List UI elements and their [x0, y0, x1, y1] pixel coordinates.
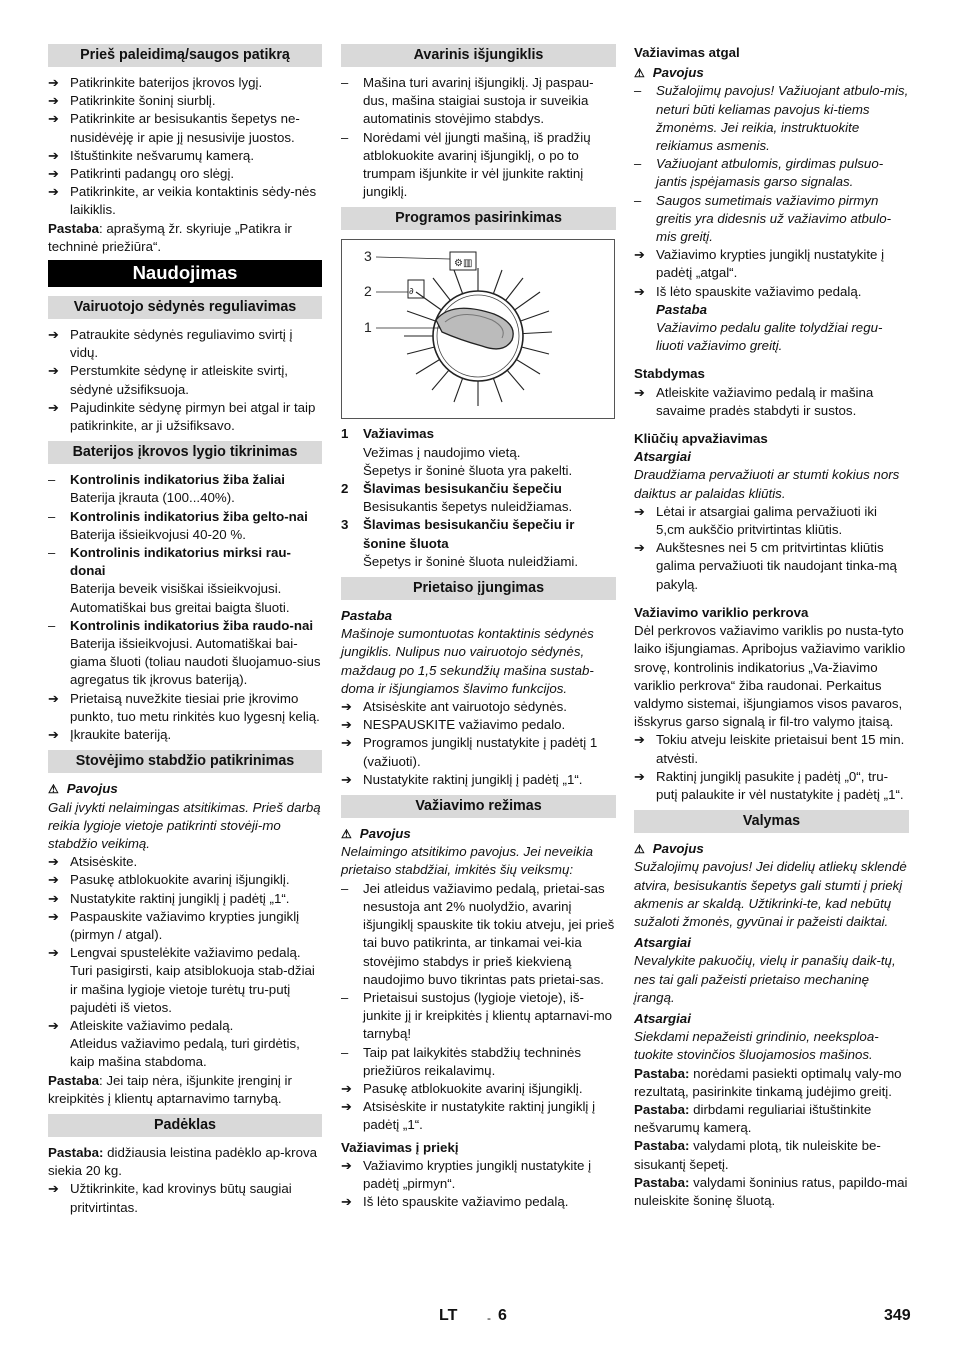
- note-text: Mašinoje sumontuotas kontaktinis sėdynės jungiklis. Nulipus nuo vairuotojo sėdynės, maždaug po 1,5 sekundžių mašina sustab-doma ir išjungiamos šlavimo funkcijos.: [341, 626, 594, 696]
- list-item: ➔ Raktinį jungiklį pasukite į padėtį „0“, tru-putį palaukite ir vėl nustatykite į padėtį „1“.: [634, 768, 904, 802]
- arrow-icon: ➔: [341, 1080, 352, 1096]
- warning-heading: ⚠ Pavojus: [634, 840, 909, 858]
- arrow-icon: ➔: [48, 399, 59, 415]
- subheading-motor-overload: Važiavimo variklio perkrova: [634, 604, 809, 620]
- arrow-icon: ➔: [48, 854, 59, 870]
- legend-line: Šepetys ir šoninė šluota nuleidžiami.: [363, 553, 579, 569]
- section-heading-switch-on: Prietaiso įjungimas: [341, 577, 616, 600]
- list-item: – Kontrolinis indikatorius žiba gelto-nai: [48, 508, 322, 526]
- item-detail: Atleidus važiavimo pedalą, turi girdėtis, kaip mašina stabdoma.: [70, 1036, 300, 1070]
- section-heading-program-selection: Programos pasirinkimas: [341, 207, 616, 230]
- arrow-icon: ➔: [48, 184, 59, 200]
- dash-icon: –: [634, 192, 642, 208]
- arrow-icon: ➔: [341, 1157, 352, 1173]
- list-item: – Prietaisui sustojus (lygioje vietoje), iš-junkite jį ir kreipkitės į klientų aptarnavi-mo tarnybą!: [341, 989, 613, 1042]
- warning-text: Gali įvykti nelaimingas atsitikimas. Prieš darbą reikia lygioje vietoje patikrinti stovėji-mo stabdžio veikimą.: [48, 799, 321, 851]
- column-3: [634, 44, 909, 1210]
- legend-line: Šepetys ir šoninė šluota yra pakelti.: [363, 462, 573, 478]
- program-selector-figure: [341, 239, 615, 419]
- list-item: ➔ Pajudinkite sėdynę pirmyn bei atgal ir taip patikrinkite, ar ji užsifiksavo.: [48, 399, 316, 434]
- column-1: [48, 44, 322, 1217]
- arrow-icon: ➔: [634, 503, 645, 519]
- warning-text: Nelaimingo atsitikimo pavojus. Jei neveikia prietaiso stabdžiai, imkitės šių veiksmų:: [341, 844, 594, 878]
- section-heading-seat: Vairuotojo sėdynės reguliavimas: [48, 296, 322, 319]
- list-item: ➔ Programos jungiklį nustatykite į padėtį 1 (važiuoti).: [341, 735, 598, 769]
- caution-heading: Atsargiai: [634, 449, 691, 465]
- arrow-icon: ➔: [634, 247, 645, 263]
- item-detail: Baterija įkrauta (100...40%).: [70, 490, 235, 506]
- legend-item: 1 Važiavimas: [341, 426, 434, 442]
- arrow-icon: ➔: [48, 147, 59, 163]
- section-heading-tray: Padėklas: [48, 1114, 322, 1137]
- list-item: ➔ NESPAUSKITE važiavimo pedalo.: [341, 716, 616, 734]
- warning-icon: ⚠: [634, 66, 645, 81]
- arrow-icon: ➔: [341, 699, 352, 715]
- list-item: ➔ Pasukę atblokuokite avarinį išjungiklį.: [48, 871, 322, 889]
- legend-line: Vežimas į naudojimo vietą.: [363, 444, 521, 460]
- list-item: – Saugos sumetimais važiavimo pirmyn greitis yra didesnis už važiavimo atbulo-mis greitį.: [634, 192, 892, 245]
- dash-icon: –: [48, 545, 56, 561]
- dash-icon: –: [341, 989, 349, 1005]
- arrow-icon: ➔: [48, 75, 59, 90]
- arrow-icon: ➔: [48, 93, 59, 109]
- arrow-icon: ➔: [634, 732, 645, 748]
- dash-icon: –: [341, 880, 349, 896]
- arrow-icon: ➔: [341, 717, 352, 733]
- note-heading: Pastaba: [341, 608, 392, 624]
- list-item: ➔ Patikrinkite baterijos įkrovos lygį.: [48, 74, 322, 92]
- warning-heading: ⚠ Pavojus: [48, 780, 322, 798]
- subheading-forward: Važiavimas į priekį: [341, 1139, 459, 1155]
- arrow-icon: ➔: [634, 384, 645, 400]
- legend: [341, 425, 616, 571]
- list-item: ➔ Atsisėskite ant vairuotojo sėdynės.: [341, 698, 616, 716]
- warning-heading: ⚠ Pavojus: [634, 64, 909, 82]
- list-item: ➔ Įkraukite bateriją.: [48, 726, 322, 744]
- arrow-icon: ➔: [48, 908, 59, 924]
- svg-text:⚙▥: ⚙▥: [454, 258, 473, 270]
- arrow-icon: ➔: [341, 1194, 352, 1210]
- section-heading-pre-start: Prieš paleidimą/saugos patikrą: [48, 44, 322, 67]
- list-item: ➔ Iš lėto spauskite važiavimo pedalą.: [341, 1193, 616, 1211]
- dash-icon: –: [341, 75, 349, 90]
- caution-text: Draudžiama pervažiuoti ar stumti kokius nors daiktus ar palaidas kliūtis.: [634, 467, 900, 501]
- caution-text: Siekdami nepažeisti grindinio, neeksploa-tuokite stovinčios šluojamosios mašinos.: [634, 1029, 879, 1063]
- list-item: ➔ Perstumkite sėdynę ir atleiskite svirtį, sėdynė užsifiksuoja.: [48, 363, 288, 397]
- list-item: ➔ Lengvai spustelėkite važiavimo pedalą. Turi pasigirsti, kaip atsiblokuoja stab-džiai ir mašina lygioje vietoje turėtų tru-putį pajudėti iš vietos.: [48, 945, 315, 1015]
- list-item: ➔ Važiavimo krypties jungiklį nustatykite į padėtį „atgal“.: [634, 247, 885, 281]
- list-item: ➔ Patikrinkite šoninį siurblį.: [48, 92, 322, 110]
- paragraph: Dėl perkrovos važiavimo variklis po nusta-tyto laiko išjungiamas. Apribojus važiavimo variklio srovę, kontrolinis indikatorius „Va-žiavimo variklio perkrova“ žiba raudonai. Perkaitus valdymo sistemai, išjungiamos visos pavaros, išskyrus garso signalą ir fil-tro valymo įtaisą.: [634, 623, 906, 730]
- item-detail: Baterija išsieikvojusi 40-20 %.: [70, 526, 246, 542]
- arrow-icon: ➔: [48, 890, 59, 906]
- list-item: ➔ Nustatykite raktinį jungiklį į padėtį „1“.: [48, 890, 322, 908]
- caution-heading: Atsargiai: [634, 1010, 691, 1026]
- arrow-icon: ➔: [48, 363, 59, 379]
- list-item: ➔ Atleiskite važiavimo pedalą ir mašina savaime pradės stabdyti ir sustos.: [634, 384, 874, 418]
- list-item: ➔ Patikrinti padangų oro slėgį.: [48, 165, 322, 183]
- item-detail: Baterija išsieikvojusi. Automatiškai bai-giama šluoti (toliau naudoti šluojamuo-sius agregatus tik įkrovus bateriją).: [70, 636, 321, 688]
- list-item: ➔ Atleiskite važiavimo pedalą.: [48, 1017, 322, 1035]
- list-item: ➔ Tokiu atveju leiskite prietaisui bent 15 min. atvėsti.: [634, 732, 905, 766]
- list-item: ➔ Patikrinkite ar besisukantis šepetys ne-nusidėvėję ir apie jį nesusivije juostos.: [48, 111, 300, 145]
- list-item: ➔ Iš lėto spauskite važiavimo pedalą.: [634, 283, 909, 301]
- section-heading-driving-mode: Važiavimo režimas: [341, 795, 616, 818]
- subheading-reverse: Važiavimas atgal: [634, 45, 740, 60]
- legend-line: Besisukantis šepetys nuleidžiamas.: [363, 499, 573, 515]
- dash-icon: –: [634, 156, 642, 172]
- list-item: – Taip pat laikykitės stabdžių techninės priežiūros reikalavimų.: [341, 1044, 582, 1078]
- page-footer: [0, 1307, 954, 1331]
- warning-icon: ⚠: [48, 782, 59, 797]
- list-item: ➔ Patikrinkite, ar veikia kontaktinis sėdy-nės laikiklis.: [48, 184, 317, 218]
- chapter-heading: Naudojimas: [48, 260, 322, 287]
- note: Pastaba: aprašymą žr. skyriuje „Patikra ir techninė priežiūra“.: [48, 220, 292, 254]
- dash-icon: –: [48, 617, 56, 633]
- arrow-icon: ➔: [634, 540, 645, 556]
- subheading-braking: Stabdymas: [634, 366, 705, 382]
- subheading-obstacles: Kliūčių apvažiavimas: [634, 431, 768, 447]
- warning-icon: ⚠: [341, 827, 352, 842]
- list-item: – Jei atleidus važiavimo pedalą, prietai-sas nesustoja ant 2% nuolydžio, avarinį išjungiklį spauskite tik tokiu atveju, jei prieš tai buvo patikrinta, ar tinkamai vei-kia stovėjimo stabdys ir prieš kiekvieną naudojimo buvo tikrintas pats prietai-sas.: [341, 880, 615, 987]
- arrow-icon: ➔: [48, 872, 59, 888]
- list-item: – Mašina turi avarinį išjungiklį. Jį paspau-dus, mašina staigiai sustoja ir suveikia automatinis stovėjimo stabdys.: [341, 75, 594, 127]
- arrow-icon: ➔: [48, 111, 59, 127]
- list-item: ➔ Nustatykite raktinį jungiklį į padėtį „1“.: [341, 771, 616, 789]
- list-item: – Kontrolinis indikatorius mirksi rau-donai: [48, 545, 291, 579]
- dash-icon: –: [634, 83, 642, 99]
- warning-text: Sužalojimų pavojus! Jei didelių atliekų sklendė atvira, besisukantis šepetys gali stumti į priekį akmenis ar skaldą. Užtikrinki-te, kad nebūtų sužaloti žmonės, gyvūnai ir pažeisti daiktai.: [634, 859, 907, 929]
- section-heading-parking-brake: Stovėjimo stabdžio patikrinimas: [48, 750, 322, 773]
- list-item: ➔ Važiavimo krypties jungiklį nustatykite į padėtį „pirmyn“.: [341, 1157, 592, 1191]
- section-heading-emergency-stop: Avarinis išjungiklis: [341, 44, 616, 67]
- list-item: – Kontrolinis indikatorius žiba žaliai: [48, 471, 322, 489]
- warning-icon: ⚠: [634, 842, 645, 857]
- section-heading-battery: Baterijos įkrovos lygio tikrinimas: [48, 441, 322, 464]
- page-number: 349: [884, 1307, 911, 1324]
- dash-icon: –: [48, 508, 56, 524]
- section-heading-cleaning: Valymas: [634, 810, 909, 833]
- dash-icon: –: [341, 129, 349, 145]
- list-item: – Norėdami vėl įjungti mašiną, iš pradžių atblokuokite avarinį išjungiklį, o po to trumpam išjunkite ir vėl įjunkite raktinį jungiklį.: [341, 129, 591, 200]
- list-item: ➔ Atsisėskite.: [48, 853, 322, 871]
- note: Pastaba: valydami šoninius ratus, papildo-mai nuleiskite šoninę šluotą.: [634, 1174, 908, 1208]
- dial-label-3: 3: [364, 248, 372, 265]
- note-heading: Pastaba: [656, 301, 707, 317]
- dash-icon: –: [341, 1044, 349, 1060]
- arrow-icon: ➔: [341, 735, 352, 751]
- section-page-number: 6: [498, 1307, 507, 1324]
- list-item: ➔ Pasukę atblokuokite avarinį išjungiklį.: [341, 1080, 616, 1098]
- arrow-icon: ➔: [634, 768, 645, 784]
- list-item: ➔ Užtikrinkite, kad krovinys būtų saugiai pritvirtintas.: [48, 1181, 292, 1215]
- dash-icon: –: [48, 472, 56, 488]
- dial-label-1: 1: [364, 319, 372, 336]
- dial-label-2: 2: [364, 283, 372, 300]
- column-2: [341, 44, 616, 1211]
- language-code: LT: [439, 1307, 458, 1324]
- note: Pastaba: dirbdami reguliariai ištuštinkite nešvarumų kamerą.: [634, 1101, 872, 1136]
- caution-text: Nevalykite pakuočių, vielų ir panašių daik-tų, nes tai gali pažeisti prietaiso mechaninę įrangą.: [634, 953, 896, 1005]
- list-item: ➔ Ištuštinkite nešvarumų kamerą.: [48, 147, 322, 165]
- warning-heading: ⚠ Pavojus: [341, 825, 616, 843]
- arrow-icon: ➔: [48, 166, 59, 182]
- arrow-icon: ➔: [48, 327, 59, 343]
- item-detail: Baterija beveik visiškai išsieikvojusi. Automatiškai bus greitai baigta šluoti.: [70, 581, 290, 615]
- list-item: ➔ Atsisėskite ir nustatykite raktinį jungiklį į padėtį „1“.: [341, 1099, 596, 1133]
- list-item: – Važiuojant atbulomis, girdimas pulsuo-jantis įspėjamasis garso signalas.: [634, 156, 884, 190]
- list-item: ➔ Paspauskite važiavimo krypties jungiklį (pirmyn / atgal).: [48, 908, 300, 942]
- legend-item: 2 Šlavimas besisukančiu šepečiu: [341, 481, 562, 497]
- arrow-icon: ➔: [341, 1099, 352, 1115]
- legend-item: 3 Šlavimas besisukančiu šepečiu ir šonine šluota: [341, 517, 575, 551]
- arrow-icon: ➔: [634, 283, 645, 299]
- arrow-icon: ➔: [48, 1181, 59, 1197]
- list-item: ➔ Lėtai ir atsargiai galima pervažiuoti iki 5,cm aukščio pritvirtintas kliūtis.: [634, 503, 877, 538]
- note: Pastaba: valydami plotą, tik nuleiskite be-sisukantį šepetį.: [634, 1138, 881, 1172]
- caution-heading: Atsargiai: [634, 935, 691, 951]
- arrow-icon: ➔: [48, 727, 59, 743]
- list-item: – Kontrolinis indikatorius žiba raudo-nai: [48, 617, 322, 635]
- note-text: Važiavimo pedalu galite tolydžiai regu-liuoti važiavimo greitį.: [656, 320, 883, 354]
- list-item: ➔ Aukštesnes nei 5 cm pritvirtintas kliūtis galima pervažiuoti tik naudojant tinka-mą pakylą.: [634, 540, 897, 592]
- arrow-icon: ➔: [48, 690, 59, 706]
- arrow-icon: ➔: [341, 771, 352, 787]
- arrow-icon: ➔: [48, 945, 59, 961]
- pre-start-list: [48, 74, 322, 220]
- svg-text:∂: ∂: [409, 287, 414, 298]
- list-item: ➔ Prietaisą nuvežkite tiesiai prie įkrovimo punkto, tuo metu rinkitės kuo lygesnį kelią.: [48, 690, 320, 724]
- note: Pastaba: Jei taip nėra, išjunkite įrenginį ir kreipkitės į klientų aptarnavimo tarnybą.: [48, 1072, 292, 1106]
- list-item: – Sužalojimų pavojus! Važiuojant atbulo-mis, neturi būti keliamas pavojus ki-tiems žmonėms. Jei reikia, instruktuokite reikiamus asmenis.: [634, 83, 909, 154]
- note: Pastaba: norėdami pasiekti optimalų valy-mo rezultatą, pasirinkite tinkamą judėjimo greitį.: [634, 1065, 902, 1099]
- list-item: ➔ Patraukite sėdynės reguliavimo svirtį į vidų.: [48, 327, 293, 361]
- arrow-icon: ➔: [48, 1017, 59, 1033]
- footer-dash: -: [487, 1311, 491, 1325]
- note: Pastaba: didžiausia leistina padėklo ap-krova siekia 20 kg.: [48, 1144, 318, 1179]
